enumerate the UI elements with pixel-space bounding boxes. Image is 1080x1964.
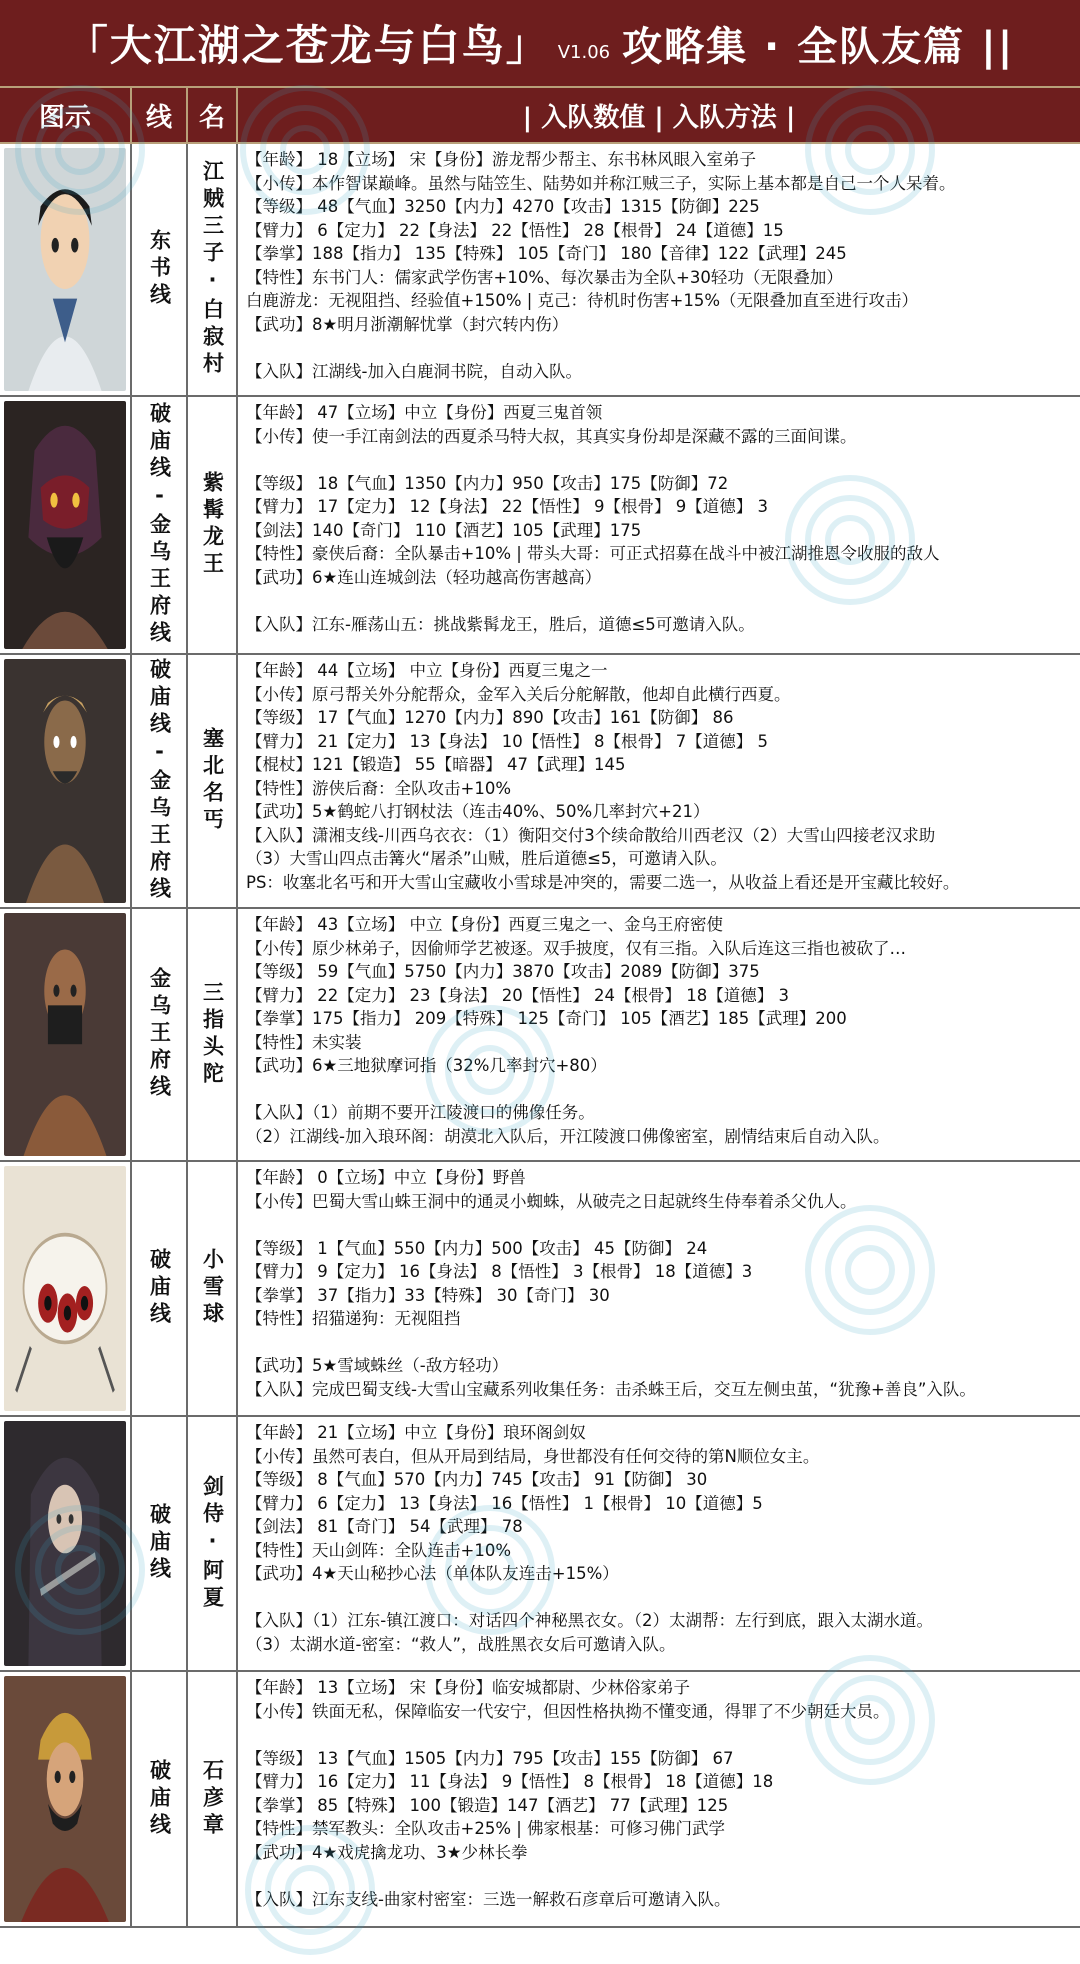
info-line: 【棍杖】121【锻造】 55【暗器】 47【武理】145 <box>246 755 626 774</box>
info-line: 【小传】本作智谋巅峰。虽然与陆笠生、陆势如并称江贼三子，实际上基本都是自己一个人呆着。 <box>246 173 956 193</box>
name-cell <box>188 397 238 653</box>
info-line: 【年龄】 44【立场】 中立【身份】西夏三鬼之一 <box>246 661 608 680</box>
info-line: 【武功】8★明月浙潮解忧掌（封穴转内伤） <box>246 314 569 334</box>
info-cell <box>238 1417 1080 1670</box>
info-line <box>246 589 1074 613</box>
info-line <box>246 1723 1074 1747</box>
info-line: 【拳掌】 37【指力】33【特殊】 30【奇门】 30 <box>246 1285 610 1305</box>
header-line: 线 <box>132 88 188 142</box>
name-cell <box>188 909 238 1160</box>
line-cell <box>132 909 188 1160</box>
title-bar <box>0 0 1080 86</box>
info-line: 【特性】招猫递狗：无视阻挡 <box>246 1309 461 1328</box>
header-name: 名 <box>188 88 238 142</box>
info-line <box>246 1213 1074 1237</box>
route-line-label: 破庙线 <box>147 1248 172 1329</box>
info-cell <box>238 397 1080 653</box>
character-name: 小雪球 <box>200 1248 225 1329</box>
line-cell <box>132 1672 188 1926</box>
line-cell <box>132 1162 188 1415</box>
info-line: 【等级】 59【气血】5750【内力】3870【攻击】2089【防御】375 <box>246 962 760 981</box>
info-line: 【年龄】 43【立场】 中立【身份】西夏三鬼之一、金乌王府密使 <box>246 915 723 934</box>
info-line: 【年龄】 13【立场】 宋【身份】临安城都尉、少林俗家弟子 <box>246 1678 690 1697</box>
info-line: 【小传】使一手江南剑法的西夏杀马特大叔，其真实身份却是深藏不露的三面间谍。 <box>246 426 857 446</box>
info-line: 【武功】6★连山连城剑法（轻功越高伤害越高） <box>246 567 602 587</box>
hooded-swordswoman-portrait-image <box>4 1421 126 1666</box>
info-line: （3）太湖水道-密室：“救人”，战胜黑衣女后可邀请入队。 <box>246 1634 676 1654</box>
character-name: 江贼三子·白寂村 <box>200 160 225 379</box>
info-cell <box>238 1672 1080 1926</box>
table-row <box>0 144 1080 397</box>
info-line: 【入队】江东-雁荡山五：挑战紫髯龙王，胜后，道德≤5可邀请入队。 <box>246 614 755 634</box>
info-line <box>246 1586 1074 1610</box>
info-line: 【等级】 17【气血】1270【内力】890【攻击】161【防御】 86 <box>246 708 734 727</box>
character-name: 紫髯龙王 <box>200 471 225 579</box>
info-line: 【等级】 13【气血】1505【内力】795【攻击】155【防御】 67 <box>246 1748 734 1768</box>
character-name: 石彦章 <box>200 1758 225 1840</box>
info-line <box>246 1078 1074 1102</box>
info-line: 【特性】未实装 <box>246 1032 362 1052</box>
name-cell <box>188 1162 238 1415</box>
character-name: 剑侍·阿夏 <box>200 1474 225 1613</box>
route-line-label: 破庙线 <box>147 1503 172 1584</box>
route-line-label: 破庙线 <box>147 1758 172 1840</box>
name-cell <box>188 1672 238 1926</box>
info-line: 【特性】游侠后裔：全队攻击+10% <box>246 778 511 798</box>
info-line: 【武功】4★戏虎擒龙功、3★少林长拳 <box>246 1842 528 1862</box>
portrait-cell <box>0 1162 132 1415</box>
info-line: 【小传】原弓帮关外分舵帮众，金军入关后分舵解散，他却自此横行西夏。 <box>246 684 791 704</box>
info-line: （2）江湖线-加入琅环阁：胡漠北入队后，开江陵渡口佛像密室，剧情结束后自动入队。 <box>246 1126 890 1146</box>
header-image: 图示 <box>0 88 132 142</box>
helmeted-general-portrait-image <box>4 1676 126 1922</box>
info-line: 【入队】潇湘支线-川西乌衣衣：（1）衡阳交付3个续命散给川西老汉（2）大雪山四接老汉求助 <box>246 825 936 845</box>
portrait-cell <box>0 1672 132 1926</box>
info-line <box>246 336 1074 360</box>
info-line: 【拳掌】188【指力】 135【特殊】 105【奇门】 180【音律】122【武理】245 <box>246 244 847 263</box>
info-line: 【特性】豪侠后裔：全队暴击+10% | 带头大哥：可正式招募在战斗中被江湖推恩令收服的敌人 <box>246 544 940 563</box>
info-line: 【臂力】 6【定力】 22【身法】 22【悟性】 28【根骨】 24【道德】15 <box>246 220 784 240</box>
info-line: 【入队】江东支线-曲家村密室：三选一解救石彦章后可邀请入队。 <box>246 1889 731 1909</box>
info-line: 白鹿游龙：无视阻挡、经验值+150% | 克己：待机时伤害+15%（无限叠加直至进行攻击） <box>246 291 919 310</box>
portrait-cell <box>0 397 132 653</box>
route-line-label: 破庙线-金乌王府线 <box>147 658 172 904</box>
info-line: 【臂力】 21【定力】 13【身法】 10【悟性】 8【根骨】 7【道德】 5 <box>246 731 768 751</box>
info-line: 【年龄】 18【立场】 宋【身份】游龙帮少帮主、东书林风眼入室弟子 <box>246 150 756 169</box>
info-line: 【剑法】 81【奇门】 54【武理】 78 <box>246 1517 523 1536</box>
info-line: 【特性】天山剑阵：全队连击+10% <box>246 1540 511 1560</box>
info-line: 【臂力】 17【定力】 12【身法】 22【悟性】 9【根骨】 9【道德】 3 <box>246 497 768 516</box>
info-cell <box>238 144 1080 395</box>
route-line-label: 破庙线-金乌王府线 <box>147 402 172 648</box>
info-line: 【等级】 18【气血】1350【内力】950【攻击】175【防御】72 <box>246 473 729 493</box>
info-line: 【拳掌】175【指力】 209【特殊】 125【奇门】 105【酒艺】185【武理】200 <box>246 1009 847 1028</box>
info-line: 【入队】江湖线-加入白鹿洞书院，自动入队。 <box>246 361 582 381</box>
table-row <box>0 397 1080 655</box>
info-line: 【武功】5★鹤蛇八打钢杖法（连击40%、50%几率封穴+21） <box>246 802 710 821</box>
info-line: 【剑法】140【奇门】 110【酒艺】105【武理】175 <box>246 520 642 540</box>
info-cell <box>238 655 1080 907</box>
info-line <box>246 448 1074 472</box>
info-line: 【特性】禁军教头：全队攻击+25% | 佛家根基：可修习佛门武学 <box>246 1819 726 1838</box>
info-line: 【拳掌】 85【特殊】 100【锻造】147【酒艺】 77【武理】125 <box>246 1795 729 1815</box>
title-sub: 攻略集 · 全队友篇 || <box>622 23 1015 70</box>
title-main: 「大江湖之苍龙与白鸟」 <box>65 21 550 70</box>
table-row <box>0 655 1080 909</box>
character-name: 三指头陀 <box>200 980 225 1089</box>
route-line-label: 金乌王府线 <box>147 967 172 1102</box>
info-cell <box>238 909 1080 1160</box>
info-line: 【入队】完成巴蜀支线-大雪山宝藏系列收集任务：击杀蛛王后，交互左侧虫茧，“犹豫+善良”入队。 <box>246 1379 976 1399</box>
info-line: 【臂力】 22【定力】 23【身法】 20【悟性】 24【根骨】 18【道德】 3 <box>246 985 789 1005</box>
info-line: 【年龄】 21【立场】中立【身份】琅环阁剑奴 <box>246 1423 586 1442</box>
info-line <box>246 1331 1074 1355</box>
info-line: 【小传】铁面无私，保障临安一代安宁，但因性格执拗不懂变通，得罪了不少朝廷大员。 <box>246 1701 890 1721</box>
name-cell <box>188 655 238 907</box>
info-line: 【臂力】 9【定力】 16【身法】 8【悟性】 3【根骨】 18【道德】3 <box>246 1262 753 1281</box>
portrait-cell <box>0 655 132 907</box>
portrait-cell <box>0 144 132 395</box>
header-info: | 入队数值 | 入队方法 | <box>522 102 796 133</box>
info-line: 【小传】巴蜀大雪山蛛王洞中的通灵小蜘蛛，从破壳之日起就终生侍奉着杀父仇人。 <box>246 1191 857 1211</box>
title-version: V1.06 <box>557 41 611 63</box>
info-line: 【等级】 1【气血】550【内力】500【攻击】 45【防御】 24 <box>246 1238 708 1258</box>
route-line-label: 东书线 <box>147 229 172 310</box>
info-line <box>246 1864 1074 1888</box>
table-row <box>0 1672 1080 1928</box>
young-scholar-portrait-image <box>4 148 126 391</box>
info-line: 【年龄】 0【立场】中立【身份】野兽 <box>246 1168 526 1187</box>
info-line: 【小传】虽然可表白，但从开局到结局，身世都没有任何交待的第N顺位女主。 <box>246 1446 820 1466</box>
character-name: 塞北名丐 <box>200 727 225 835</box>
info-line: 【年龄】 47【立场】中立【身份】西夏三鬼首领 <box>246 403 603 422</box>
info-line: 【等级】 48【气血】3250【内力】4270【攻击】1315【防御】225 <box>246 197 760 216</box>
line-cell <box>132 655 188 907</box>
info-line: 【小传】原少林弟子，因偷师学艺被逐。双手披度，仅有三指。入队后连这三指也被砍了… <box>246 938 906 958</box>
table-header <box>0 86 1080 144</box>
name-cell <box>188 1417 238 1670</box>
table-row <box>0 909 1080 1162</box>
info-line: （3）大雪山四点击篝火“屠杀”山贼，胜后道德≤5，可邀请入队。 <box>246 849 727 868</box>
table-row <box>0 1162 1080 1417</box>
portrait-cell <box>0 909 132 1160</box>
info-line: 【特性】东书门人：儒家武学伤害+10%、每次暴击为全队+30轻功（无限叠加） <box>246 267 843 287</box>
masked-villain-portrait-image <box>4 401 126 649</box>
info-line: 【臂力】 16【定力】 11【身法】 9【悟性】 8【根骨】 18【道德】18 <box>246 1772 774 1791</box>
info-line: PS：收塞北名丐和开大雪山宝藏收小雪球是冲突的，需要二选一，从收益上看还是开宝藏比较好。 <box>246 872 960 892</box>
info-line: 【等级】 8【气血】570【内力】745【攻击】 91【防御】 30 <box>246 1470 708 1489</box>
line-cell <box>132 144 188 395</box>
info-line: 【入队】（1）前期不要开江陵渡口的佛像任务。 <box>246 1103 595 1122</box>
info-line: 【入队】（1）江东-镇江渡口：对话四个神秘黑衣女。（2）太湖帮：左行到底，跟入太湖水道。 <box>246 1611 933 1630</box>
beggar-portrait-image <box>4 659 126 903</box>
name-cell <box>188 144 238 395</box>
info-line: 【武功】5★雪域蛛丝（-敌方轻功） <box>246 1356 509 1375</box>
bald-monk-portrait-image <box>4 913 126 1156</box>
info-line: 【武功】4★天山秘抄心法（单体队友连击+15%） <box>246 1564 619 1583</box>
info-cell <box>238 1162 1080 1415</box>
info-line: 【武功】6★三地狱摩诃指（32%几率封穴+80） <box>246 1056 607 1075</box>
white-spider-portrait-image <box>4 1166 126 1411</box>
info-line: 【臂力】 6【定力】 13【身法】 16【悟性】 1【根骨】 10【道德】5 <box>246 1493 763 1513</box>
table-row <box>0 1417 1080 1672</box>
line-cell <box>132 1417 188 1670</box>
line-cell <box>132 397 188 653</box>
portrait-cell <box>0 1417 132 1670</box>
